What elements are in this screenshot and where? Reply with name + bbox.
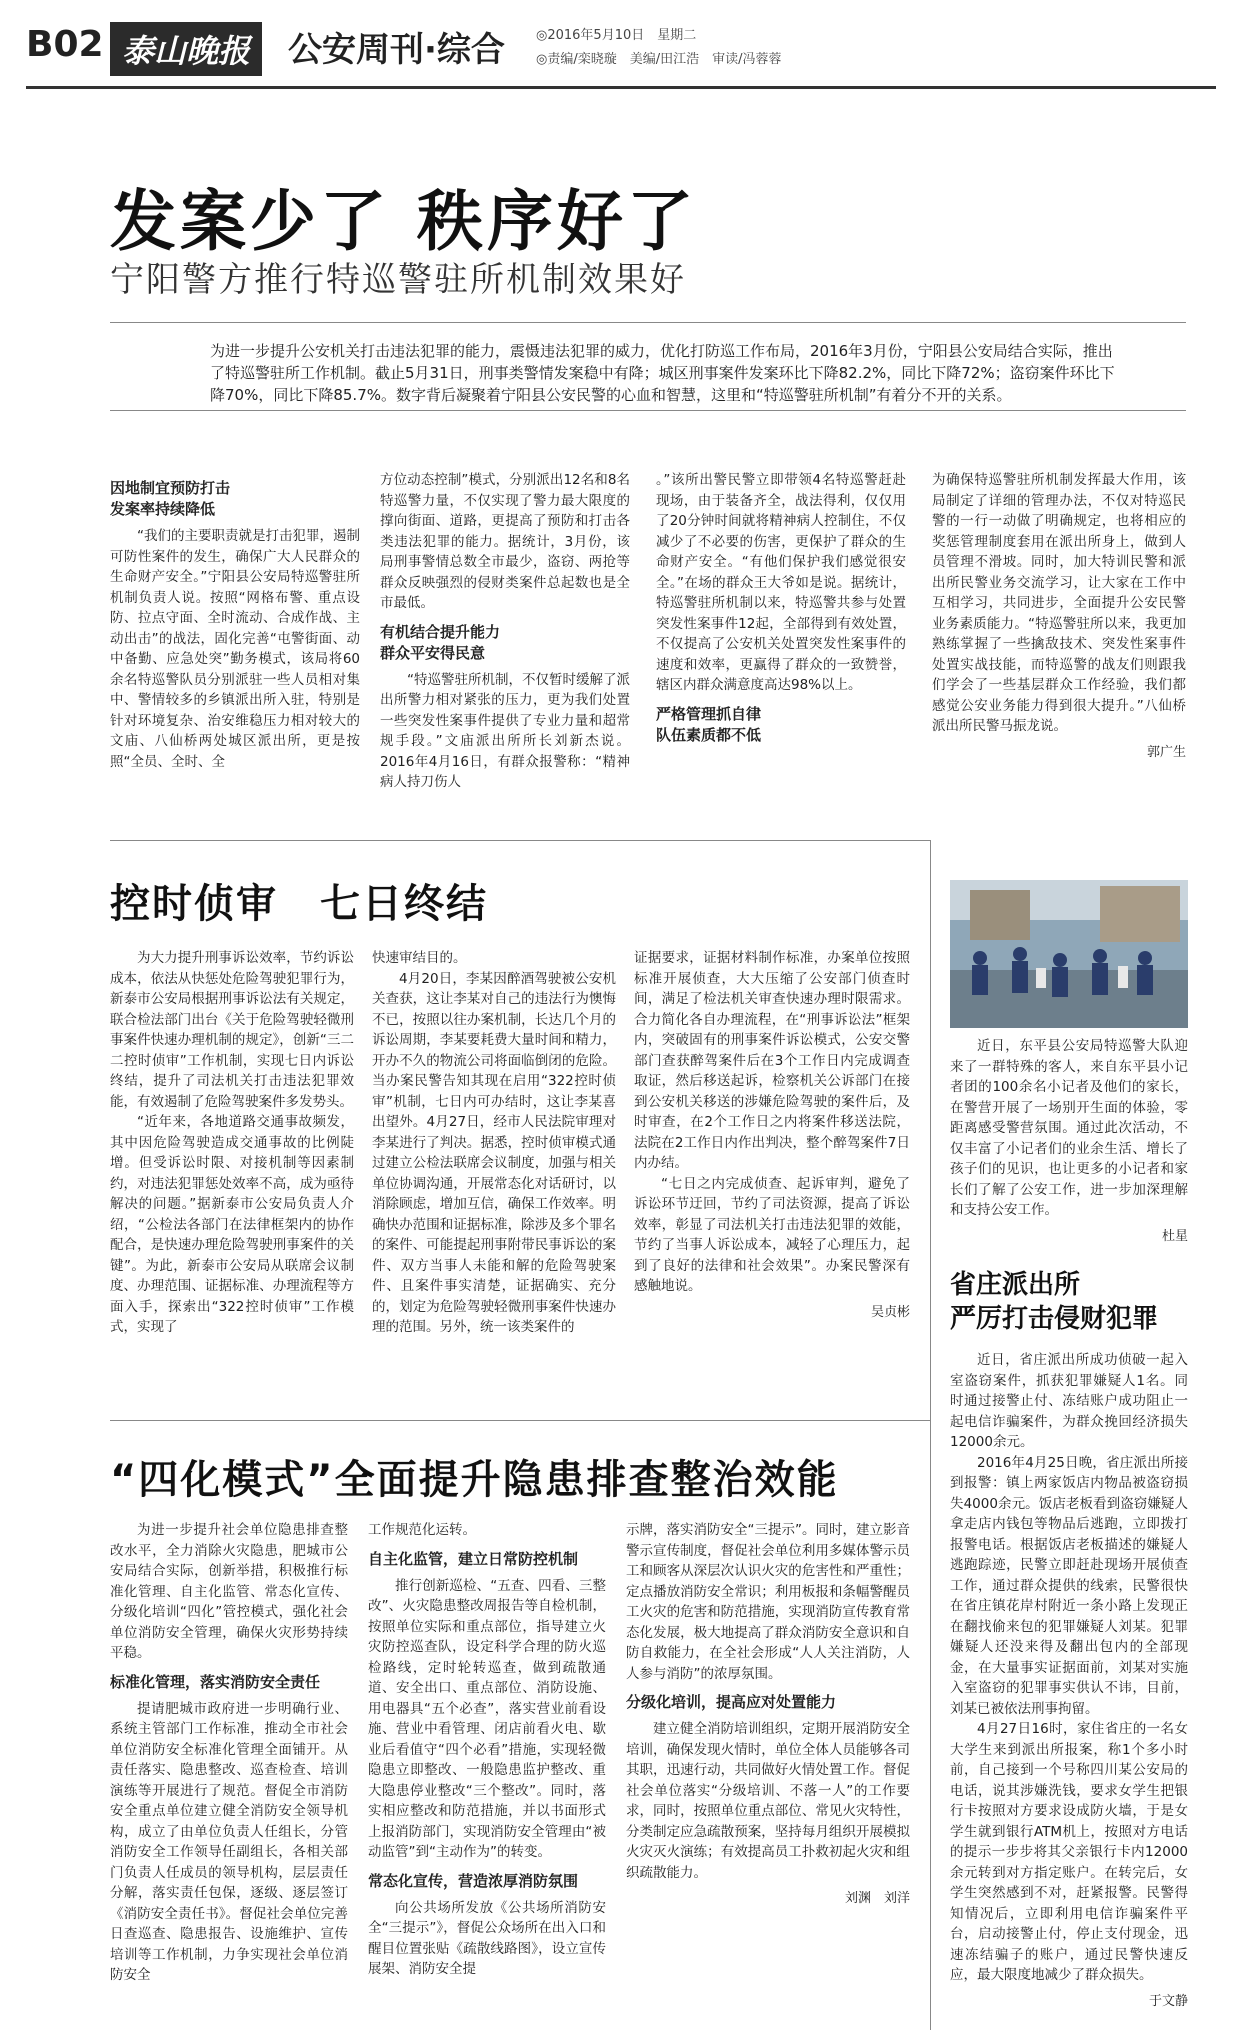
date-line: ◎2016年5月10日 星期二 (536, 28, 697, 43)
story2-col2-text-b: 4月20日，李某因醉酒驾驶被公安机关查获，这让李某对自己的违法行为懊悔不已，按照以往办案机制，长达几个月的诉讼周期，李某要耗费大量时间和精力，开办不久的物流公司将面临倒闭的危险。当办案民警告知其现在启用“322控时侦审”机制，七日内可办结时，这让李某喜出望外。4月27日，经市人民法院审理对李某进行了判决。据悉，控时侦审模式通过建立公检法联席会议制度，加强与相关单位协调沟通，开展常态化对话研讨，以消除顾虑，增加互信，确保工作效率。明确快办范围和证据标准，除涉及多个罪名的案件、可能提起刑事附带民事诉讼的案件、双方当事人未能和解的危险驾驶案件、且案件事实清楚，证据确实、充分的，划定为危险驾驶轻微刑事案件快速办理的范围。另外，统一该类案件的 (372, 970, 616, 1335)
lead-col2-subhead: 有机结合提升能力 群众平安得民意 (380, 622, 501, 662)
story4-col2-subhead-2: 常态化宣传，营造浓厚消防氛围 (368, 1871, 579, 1890)
story2-byline: 吴贞彬 (870, 1304, 910, 1320)
lead-rule (110, 322, 1186, 323)
masthead-rule (26, 86, 1216, 89)
story4-col3-subhead: 分级化培训，提高应对处置能力 (626, 1693, 837, 1711)
story2-column-1 (110, 948, 354, 1378)
story3-column (950, 1350, 1188, 2020)
story2-col1-text-b: “近年来，各地道路交通事故频发，其中因危险驾驶造成交通事故的比例陡增。但受诉讼时限、对接机制等因素制约，对违法犯罪惩处效率不高，成为亟待解决的问题。”据新泰市公安局负责人介绍，“公检法各部门在法律框架内的协作配合，是快速办理危险驾驶刑事案件的关键”。为此，新泰市公安局从联席会议制度、办理范围、证据标准、办理流程等方面入手，探索出“322控时侦审”工作模式，实现了 (110, 1114, 354, 1335)
story4-col3-text-b: 建立健全消防培训组织，定期开展消防安全培训，确保发现火情时，单位全体人员能够各司其职，迅速行动，共同做好火情处置工作。督促社会单位落实“分级培训、不落一人”的工作要求，同时，按照单位重点部位、常见火灾特性，分类制定应急疏散预案，坚持每月组织开展模拟火灾灭火演练；有效提高员工扑救初起火灾和组织疏散能力。 (626, 1721, 910, 1881)
masthead (26, 18, 1216, 80)
column-divider (930, 840, 931, 2030)
newspaper-logo: 泰山晚报 (110, 22, 262, 76)
lead-col2-text-a: 方位动态控制”模式，分别派出12名和8名特巡警力量，不仅实现了警力最大限度的撑向街面、道路，更提高了预防和打击各类违法犯罪的能力。据统计，3月份，该局刑事警情总数全市最少，盗窃、两抢等群众反映强烈的侵财类案件总起数也是全市最低。 (380, 472, 630, 611)
story4-column-2 (368, 1520, 606, 2030)
lead-col4-text: 为确保特巡警驻所机制发挥最大作用，该局制定了详细的管理办法，不仅对特巡民警的一行一动做了明确规定，也将相应的奖惩管理制度套用在派出所身上，做到人员管理不滑坡。同时，加大特训民警和派出所民警业务交流学习，让大家在工作中互相学习，共同进步，全面提升公安民警业务素质能力。“特巡警驻所以来，我更加熟练掌握了一些擒敌技术、突发性案事件处置实战技能，而特巡警的战友们则跟我们学会了一些基层群众工作经验，我们都感觉公安业务能力得到很大提升。”八仙桥派出所民警马振龙说。 (932, 472, 1186, 734)
story2-col2-text: 快速审结目的。 (372, 950, 467, 966)
story4-column-1 (110, 1520, 348, 2030)
story4-column-3 (626, 1520, 910, 2030)
story2-column-3 (634, 948, 910, 1378)
story4-col2-subhead: 自主化监管，建立日常防控机制 (368, 1549, 579, 1568)
lead-headline: 发案少了 秩序好了 (110, 183, 697, 260)
lead-subheadline: 宁阳警方推行特巡警驻所机制效果好 (110, 260, 686, 300)
section-rule-1 (110, 840, 930, 841)
story3-text-b: 2016年4月25日晚，省庄派出所接到报警：镇上两家饭店内物品被盗窃损失4000余元。饭店老板看到盗窃嫌疑人拿走店内钱包等物品后逃跑，立即拨打报警电话。根据饭店老板描述的嫌疑人逃跑踪迹，民警立即赶赴现场开展侦查工作，通过群众提供的线索，民警很快在省庄镇花岸村附近一条小路上发现正在翻找偷来包的犯罪嫌疑人刘某。犯罪嫌疑人还没来得及翻出包内的全部现金，在大量事实证据面前，刘某对实施入室盗窃的犯罪事实供认不讳，目前，刘某已被依法刑事拘留。 (950, 1454, 1188, 1717)
story2-column-2 (372, 948, 616, 1378)
story3-text-c: 4月27日16时，家住省庄的一名女大学生来到派出所报案，称1个多小时前，自己接到一个号称四川某公安局的电话，说其涉嫌洗钱，要求女学生把银行卡按照对方要求设成防火墙，于是女学生就到银行ATM机上，按照对方电话的提示一步步将其父亲银行卡内12000余元转到对方指定账户。在转完后，女学生突然感到不对，赶紧报警。民警得知情况后，立即利用电信诈骗案件平台，启动接警止付，停止支付现金，迅速冻结骗子的账户，通过民警快速反应，最大限度地减少了群众损失。 (950, 1721, 1188, 1983)
lead-column-4 (932, 470, 1186, 790)
story2-headline: 控时侦审 七日终结 (110, 881, 488, 927)
story4-col2-text: 工作规范化运转。 (368, 1522, 476, 1538)
section-title: 公安周刊·综合 (288, 30, 505, 70)
photo-caption (950, 1036, 1188, 1247)
story3-text: 近日，省庄派出所成功侦破一起入室盗窃案件，抓获犯罪嫌疑人1名。同时通过接警止付、冻结账户成功阻止一起电信诈骗案件，为群众挽回经济损失12000余元。 (950, 1352, 1188, 1450)
lead-col3-text: 。”该所出警民警立即带领4名特巡警赶赴现场，由于装备齐全，战法得利，仅仅用了20分钟时间就将精神病人控制住，不仅减少了不必要的伤害，更保护了群众的生命财产安全。“有他们保护我们感觉很安全。”在场的群众王大爷如是说。据统计，特巡警驻所机制以来，特巡警共参与处置突发性案事件12起，全部得到有效处置，不仅提高了公安机关处置突发性案事件的速度和效率，更赢得了群众的一致赞誉，辖区内群众满意度高达98%以上。 (656, 472, 906, 693)
story2-col3-text-b: “七日之内完成侦查、起诉审判，避免了诉讼环节迂回，节约了司法资源，提高了诉讼效率，彰显了司法机关打击违法犯罪的效能，节约了当事人诉讼成本，减轻了心理压力，起到了良好的法律和社会效果”。办案民警深有感触地说。 (634, 1175, 910, 1294)
lead-col1-text: “我们的主要职责就是打击犯罪，遏制可防性案件的发生，确保广大人民群众的生命财产安全。”宁阳县公安局特巡警驻所机制负责人说。按照“网格布警、重点设防、拉点守面、全时流动、合成作战、主动出击”的战法，固化完善“屯警街面、动中备勤、应急处突”勤务模式，该局将60余名特巡警队员分别派驻一些人员相对集中、警情较多的乡镇派出所入驻，特别是针对环境复杂、治安维稳压力相对较大的文庙、八仙桥两处城区派出所，更是按照“全员、全时、全 (110, 528, 360, 770)
editors-line: ◎责编/栾晓璇 美编/田江浩 审读/冯蓉蓉 (536, 52, 782, 67)
page-number: B02 (26, 24, 104, 65)
story2-col1-text: 为大力提升刑事诉讼效率，节约诉讼成本，依法从快惩处危险驾驶犯罪行为，新泰市公安局根据刑事诉讼法有关规定，联合检法部门出台《关于危险驾驶轻微刑事案件快速办理机制的规定》，创新“三二二控时侦审”工作机制，实现七日内诉讼终结，提升了司法机关打击违法犯罪效能，有效遏制了危险驾驶案件多发势头。 (110, 950, 354, 1110)
story4-col1-text-b: 提请肥城市政府进一步明确行业、系统主管部门工作标准，推动全市社会单位消防安全标准化管理全面铺开。从责任落实、隐患整改、巡查检查、培训演练等开展进行了规范。督促全市消防安全重点单位建立健全消防安全领导机构，成立了由单位负责人任组长，分管消防安全工作领导任副组长，各相关部门负责人任成员的领导机构，层层责任分解，落实责任包保，逐级、逐层签订《消防安全责任书》。督促社会单位完善日查巡查、隐患报告、设施维护、宣传培训等工作机制，力争实现社会单位消防安全 (110, 1700, 348, 1983)
story4-byline: 刘渊 刘洋 (844, 1891, 910, 1906)
photo-caption-text: 近日，东平县公安局特巡警大队迎来了一群特殊的客人，来自东平县小记者团的100余名小记者及他们的家长，在警营开展了一场别开生面的体验，零距离感受警营氛围。通过此次活动，不仅丰富了小记者们的业余生活、增长了孩子们的见识，也让更多的小记者和家长们了解了公安工作，进一步加深理解和支持公安工作。 (950, 1038, 1188, 1218)
story4-col2-text-b: 推行创新巡检、“五查、四看、三整改”、火灾隐患整改周报告等自检机制，按照单位实际和重点部位，指导建立火灾防控巡查队，设定科学合理的防火巡检路线，定时轮转巡查，做到疏散通道、安全出口、重点部位、消防设施、用电器具“五个必查”，落实营业前看设施、营业中看管理、闭店前看火电、歇业后看值守“四个必看”措施，实现轻微隐患立即整改、一般隐患监护整改、重大隐患停业整改“三个整改”。同时，落实相应整改和防范措施，并以书面形式上报消防部门，实现消防安全管理由“被动监管”到“主动作为”的转变。 (368, 1577, 606, 1860)
lead-column-2 (380, 470, 630, 790)
lead-col3-subhead: 严格管理抓自律 队伍素质都不低 (656, 704, 762, 744)
story3-byline: 于文静 (1148, 1993, 1188, 2009)
lead-byline: 郭广生 (1146, 744, 1186, 760)
lead-rule-bottom (110, 410, 1186, 411)
lead-col2-text-b: “特巡警驻所机制，不仅暂时缓解了派出所警力相对紧张的压力，更为我们处置一些突发性案事件提供了专业力量和超常规手段。”文庙派出所所长刘新杰说。2016年4月16日，有群众报警称：“精神病人持刀伤人 (380, 671, 630, 790)
lead-paragraph: 为进一步提升公安机关打击违法犯罪的能力，震慑违法犯罪的威力，优化打防巡工作布局，2016年3月份，宁阳县公安局结合实际，推出了特巡警驻所工作机制。截止5月31日，刑事类警情发案稳中有降；城区刑事案件发案环比下降82.2%，同比下降72%；盗窃案件环比下降70%，同比下降85.7%。数字背后凝聚着宁阳县公安民警的心血和智慧，这里和“特巡警驻所机制”有着分不开的关系。 (210, 342, 1115, 404)
photo-byline: 杜星 (1161, 1228, 1188, 1244)
lead-column-1 (110, 470, 360, 790)
story4-col2-text-c: 向公共场所发放《公共场所消防安全“三提示”》，督促公众场所在出入口和醒目位置张贴《疏散线路图》，设立宣传展架、消防安全提 (368, 1899, 606, 1977)
story2-col3-text: 证据要求，证据材料制作标准，办案单位按照标准开展侦查，大大压缩了公安部门侦查时间，满足了检法机关审查快速办理时限需求。合力简化各自办理流程，在“刑事诉讼法”框架内，突破固有的刑事案件诉讼模式，公安交警部门查获醉驾案件后在3个工作日内完成调查取证，然后移送起诉，检察机关公诉部门在接到公安机关移送的涉嫌危险驾驶的案件后，及时审查，在2个工作日之内将案件移送法院，法院在2工作日内作出判决，整个醉驾案件7日内办结。 (634, 950, 910, 1171)
lead-col1-subhead: 因地制宜预防打击 发案率持续降低 (110, 479, 231, 518)
story4-headline: “四化模式”全面提升隐患排查整治效能 (110, 1457, 839, 1503)
story4-col1-text: 为进一步提升社会单位隐患排查整改水平，全力消除火灾隐患，肥城市公安局结合实际，创新举措，积极推行标准化管理、自主化监管、常态化宣传、分级化培训“四化”管控模式，强化社会单位消防安全管理，确保火灾形势持续平稳。 (110, 1522, 348, 1661)
story4-col1-subhead: 标准化管理，落实消防安全责任 (110, 1672, 321, 1691)
news-photo (950, 880, 1188, 1028)
story3-headline: 省庄派出所 严厉打击侵财犯罪 (950, 1270, 1159, 1334)
lead-column-3 (656, 470, 906, 790)
section-rule-2 (110, 1420, 930, 1421)
story4-col3-text: 示牌，落实消防安全“三提示”。同时，建立影音警示宣传制度，督促社会单位利用多媒体警示员工和顾客从深层次认识火灾的危害性和严重性；定点播放消防安全常识；利用板报和条幅警醒员工火灾的危害和防范措施，实现消防宣传教育常态化发展，极大地提高了群众消防安全意识和自防自救能力，在全社会形成“人人关注消防，人人参与消防”的浓厚氛围。 (626, 1522, 910, 1682)
